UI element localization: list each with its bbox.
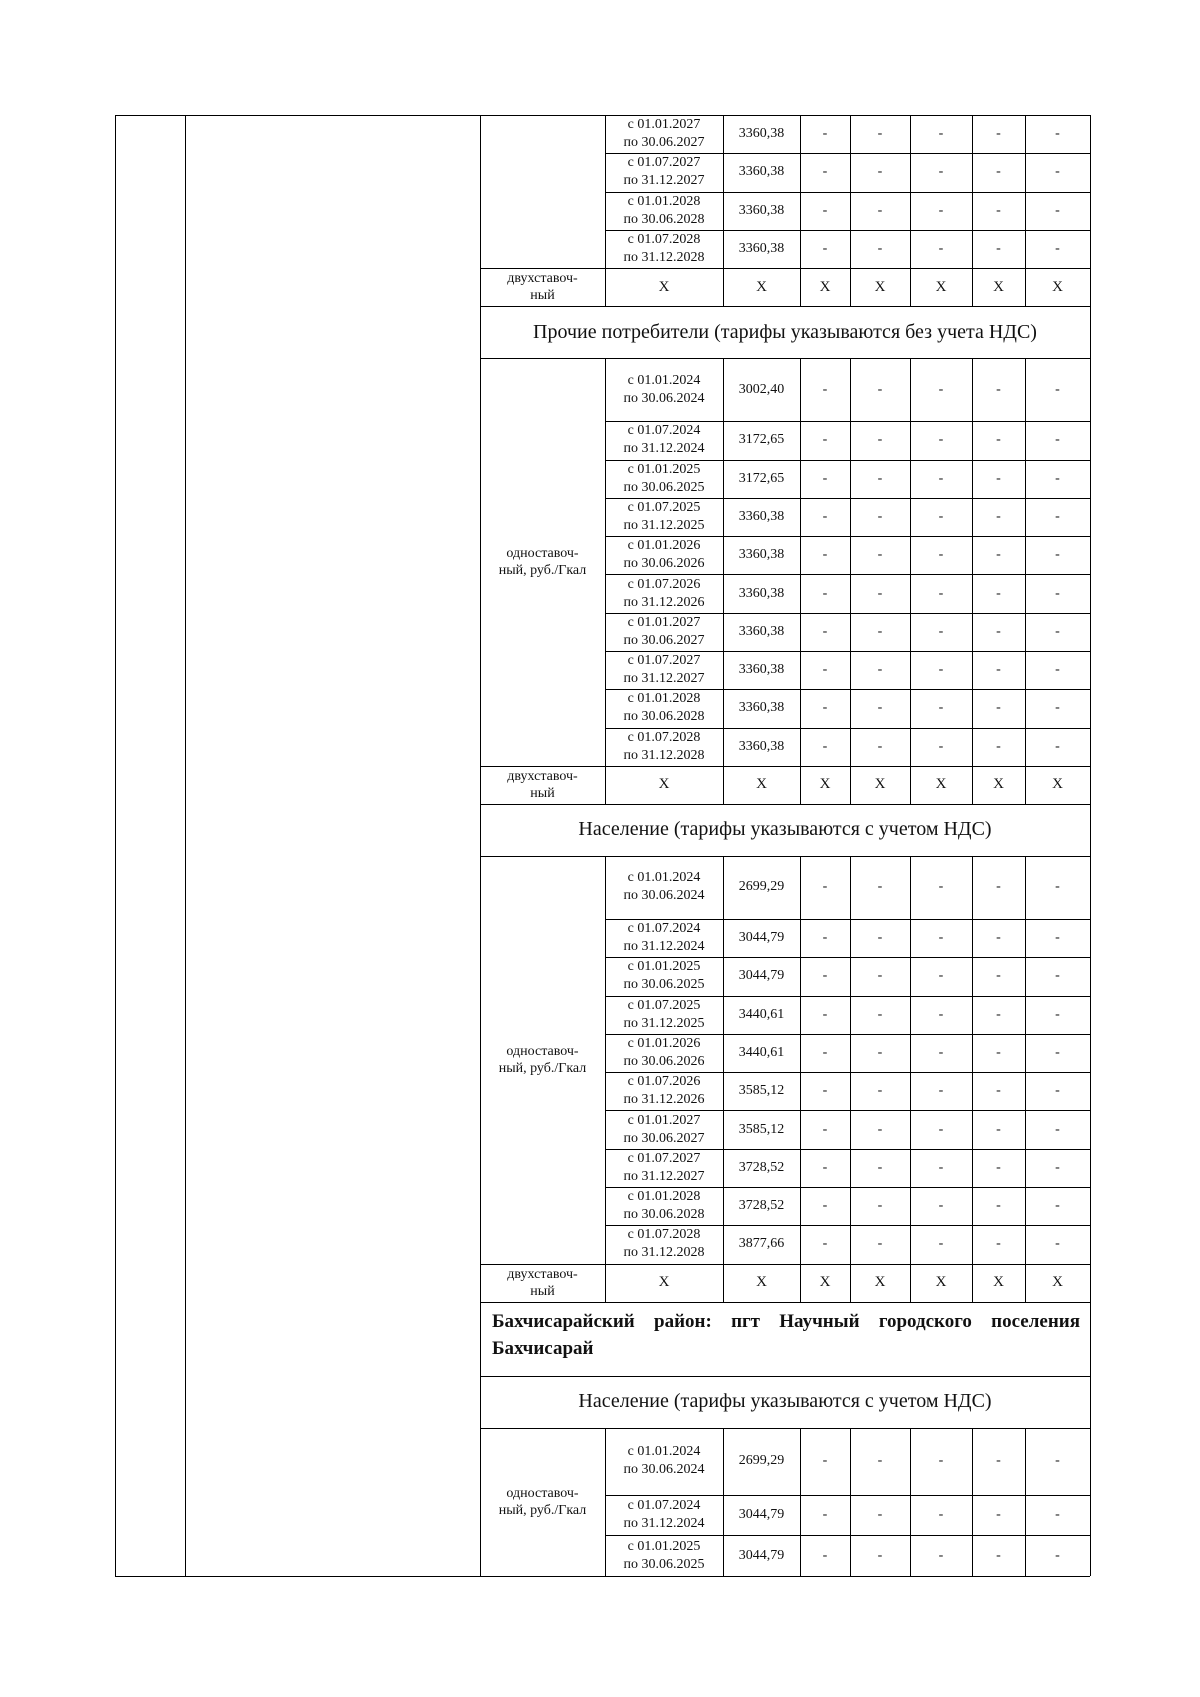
tariff-value: 3044,79 (738, 1547, 785, 1563)
tariff-value: 3044,79 (738, 930, 785, 946)
empty-cell-mark: - (877, 1159, 883, 1175)
empty-cell-mark: - (938, 930, 944, 946)
not-applicable-mark: X (874, 278, 886, 295)
empty-cell-mark: - (938, 662, 944, 678)
empty-cell-mark: - (1055, 1159, 1060, 1175)
table-rule (115, 1576, 1090, 1577)
tariff-value: 3360,38 (738, 508, 785, 524)
empty-cell-mark: - (822, 738, 828, 754)
empty-cell-mark: - (877, 1198, 883, 1214)
empty-cell-mark: - (1055, 700, 1060, 716)
empty-cell-mark: - (996, 700, 1001, 716)
empty-cell-mark: - (938, 164, 944, 180)
empty-cell-mark: - (938, 470, 944, 486)
table-rule (723, 1428, 724, 1576)
tariff-value: 3585,12 (738, 1121, 785, 1137)
empty-cell-mark: - (938, 126, 944, 142)
not-applicable-mark: X (993, 278, 1004, 295)
empty-cell-mark: - (822, 1453, 828, 1469)
empty-cell-mark: - (877, 930, 883, 946)
tariff-value: 3360,38 (738, 585, 785, 601)
not-applicable-mark: X (874, 1274, 886, 1291)
table-rule (800, 1428, 801, 1576)
empty-cell-mark: - (996, 1159, 1001, 1175)
table-rule (1025, 766, 1026, 804)
tariff-period: с 01.01.2025 по 30.06.2025 (623, 461, 705, 495)
not-applicable-mark: X (935, 278, 947, 295)
empty-cell-mark: - (822, 1506, 828, 1522)
empty-cell-mark: - (938, 1006, 944, 1022)
table-rule (972, 358, 973, 766)
empty-cell-mark: - (877, 879, 883, 895)
empty-cell-mark: - (822, 968, 828, 984)
table-rule (850, 766, 851, 804)
table-rule (850, 115, 851, 268)
empty-cell-mark: - (1055, 547, 1060, 563)
tariff-period: с 01.01.2025 по 30.06.2025 (623, 1538, 705, 1572)
consumer-group-heading: Прочие потребители (тарифы указываются без учета НДС) (533, 320, 1037, 343)
empty-cell-mark: - (938, 1044, 944, 1060)
empty-cell-mark: - (996, 1453, 1001, 1469)
table-rule (605, 1264, 606, 1302)
table-rule (605, 268, 606, 306)
empty-cell-mark: - (996, 1236, 1001, 1252)
empty-cell-mark: - (877, 547, 883, 563)
table-rule (910, 358, 911, 766)
tariff-value: 3728,52 (738, 1198, 785, 1214)
tariff-period: с 01.01.2028 по 30.06.2028 (623, 1189, 705, 1223)
empty-cell-mark: - (1055, 1198, 1060, 1214)
tariff-kind-label: одноставоч- ный, руб./Гкал (498, 1043, 587, 1076)
empty-cell-mark: - (1055, 202, 1060, 218)
empty-cell-mark: - (1055, 241, 1060, 257)
table-rule (972, 268, 973, 306)
empty-cell-mark: - (996, 1547, 1001, 1563)
empty-cell-mark: - (938, 700, 944, 716)
table-rule (115, 115, 116, 1576)
empty-cell-mark: - (996, 1198, 1001, 1214)
empty-cell-mark: - (822, 1083, 828, 1099)
not-applicable-mark: X (819, 776, 831, 793)
tariff-value: 3360,38 (738, 126, 785, 142)
empty-cell-mark: - (877, 1453, 883, 1469)
empty-cell-mark: - (996, 662, 1001, 678)
table-rule (800, 1264, 801, 1302)
empty-cell-mark: - (996, 623, 1001, 639)
table-rule (605, 856, 606, 1264)
empty-cell-mark: - (822, 1121, 828, 1137)
empty-cell-mark: - (938, 1547, 944, 1563)
table-rule (910, 856, 911, 1264)
table-rule (800, 856, 801, 1264)
tariff-period: с 01.01.2027 по 30.06.2027 (623, 1112, 705, 1146)
table-rule (1025, 115, 1026, 268)
empty-cell-mark: - (822, 241, 828, 257)
empty-cell-mark: - (822, 623, 828, 639)
table-rule (1025, 358, 1026, 766)
table-rule (800, 268, 801, 306)
table-rule (1025, 268, 1026, 306)
table-rule (972, 856, 973, 1264)
empty-cell-mark: - (938, 1506, 944, 1522)
tariff-period: с 01.01.2024 по 30.06.2024 (623, 372, 705, 406)
empty-cell-mark: - (877, 1083, 883, 1099)
tariff-value: 3360,38 (738, 623, 785, 639)
empty-cell-mark: - (996, 126, 1001, 142)
empty-cell-mark: - (996, 202, 1001, 218)
tariff-value: 3360,38 (738, 241, 785, 257)
empty-cell-mark: - (822, 662, 828, 678)
empty-cell-mark: - (996, 738, 1001, 754)
empty-cell-mark: - (938, 738, 944, 754)
tariff-value: 3002,40 (738, 381, 785, 397)
table-rule (972, 1264, 973, 1302)
not-applicable-mark: X (935, 1274, 947, 1291)
empty-cell-mark: - (1055, 585, 1060, 601)
empty-cell-mark: - (877, 1044, 883, 1060)
tariff-value: 2699,29 (738, 1453, 785, 1469)
empty-cell-mark: - (822, 930, 828, 946)
empty-cell-mark: - (822, 1198, 828, 1214)
empty-cell-mark: - (1055, 623, 1060, 639)
empty-cell-mark: - (1055, 662, 1060, 678)
empty-cell-mark: - (938, 879, 944, 895)
empty-cell-mark: - (938, 241, 944, 257)
not-applicable-mark: X (993, 776, 1004, 793)
empty-cell-mark: - (938, 1121, 944, 1137)
tariff-value: 3585,12 (738, 1083, 785, 1099)
tariff-period: с 01.07.2028 по 31.12.2028 (623, 232, 705, 266)
tariff-value: 3044,79 (738, 968, 785, 984)
empty-cell-mark: - (996, 164, 1001, 180)
empty-cell-mark: - (938, 1159, 944, 1175)
tariff-kind-label: двухставоч- ный (507, 768, 578, 801)
not-applicable-mark: X (658, 1274, 670, 1291)
tariff-period: с 01.07.2025 по 31.12.2025 (623, 499, 705, 533)
empty-cell-mark: - (996, 432, 1001, 448)
not-applicable-mark: X (1052, 776, 1063, 793)
empty-cell-mark: - (1055, 381, 1060, 397)
empty-cell-mark: - (877, 508, 883, 524)
empty-cell-mark: - (877, 470, 883, 486)
empty-cell-mark: - (1055, 968, 1060, 984)
tariff-value: 3440,61 (738, 1006, 785, 1022)
table-rule (800, 766, 801, 804)
not-applicable-mark: X (1052, 278, 1063, 295)
table-rule (185, 115, 186, 1576)
consumer-group-heading: Население (тарифы указываются с учетом НДС) (578, 1390, 992, 1413)
table-rule (723, 268, 724, 306)
tariff-period: с 01.01.2026 по 30.06.2026 (623, 1035, 705, 1069)
empty-cell-mark: - (1055, 1006, 1060, 1022)
empty-cell-mark: - (1055, 1236, 1060, 1252)
empty-cell-mark: - (877, 1547, 883, 1563)
empty-cell-mark: - (996, 879, 1001, 895)
empty-cell-mark: - (1055, 432, 1060, 448)
tariff-period: с 01.07.2024 по 31.12.2024 (623, 423, 705, 457)
empty-cell-mark: - (938, 381, 944, 397)
empty-cell-mark: - (822, 508, 828, 524)
tariff-value: 3360,38 (738, 738, 785, 754)
empty-cell-mark: - (1055, 1044, 1060, 1060)
empty-cell-mark: - (822, 547, 828, 563)
empty-cell-mark: - (822, 164, 828, 180)
empty-cell-mark: - (822, 126, 828, 142)
empty-cell-mark: - (938, 202, 944, 218)
table-rule (910, 115, 911, 268)
empty-cell-mark: - (877, 202, 883, 218)
empty-cell-mark: - (938, 1453, 944, 1469)
table-rule (972, 766, 973, 804)
empty-cell-mark: - (877, 1506, 883, 1522)
empty-cell-mark: - (1055, 164, 1060, 180)
tariff-value: 3360,38 (738, 547, 785, 563)
empty-cell-mark: - (822, 700, 828, 716)
tariff-period: с 01.07.2028 по 31.12.2028 (623, 729, 705, 763)
empty-cell-mark: - (938, 547, 944, 563)
consumer-group-heading: Население (тарифы указываются с учетом НДС) (578, 818, 992, 841)
empty-cell-mark: - (1055, 1121, 1060, 1137)
empty-cell-mark: - (996, 241, 1001, 257)
empty-cell-mark: - (938, 1198, 944, 1214)
empty-cell-mark: - (1055, 879, 1060, 895)
empty-cell-mark: - (1055, 508, 1060, 524)
empty-cell-mark: - (822, 1547, 828, 1563)
table-rule (850, 1428, 851, 1576)
empty-cell-mark: - (822, 470, 828, 486)
tariff-value: 3728,52 (738, 1159, 785, 1175)
empty-cell-mark: - (938, 508, 944, 524)
tariff-value: 3360,38 (738, 700, 785, 716)
empty-cell-mark: - (877, 381, 883, 397)
empty-cell-mark: - (938, 968, 944, 984)
table-rule (1025, 1264, 1026, 1302)
tariff-value: 3360,38 (738, 662, 785, 678)
table-rule (800, 115, 801, 268)
tariff-period: с 01.01.2028 по 30.06.2028 (623, 193, 705, 227)
empty-cell-mark: - (1055, 1453, 1060, 1469)
empty-cell-mark: - (996, 930, 1001, 946)
empty-cell-mark: - (1055, 930, 1060, 946)
empty-cell-mark: - (996, 1506, 1001, 1522)
not-applicable-mark: X (1052, 1274, 1063, 1291)
tariff-value: 3877,66 (738, 1236, 785, 1252)
tariff-kind-label: одноставоч- ный, руб./Гкал (498, 1485, 587, 1518)
table-rule (723, 766, 724, 804)
table-rule (850, 1264, 851, 1302)
empty-cell-mark: - (822, 585, 828, 601)
empty-cell-mark: - (1055, 1083, 1060, 1099)
tariff-period: с 01.01.2027 по 30.06.2027 (623, 117, 705, 151)
tariff-value: 3044,79 (738, 1506, 785, 1522)
empty-cell-mark: - (877, 1006, 883, 1022)
tariff-value: 2699,29 (738, 879, 785, 895)
empty-cell-mark: - (938, 1083, 944, 1099)
empty-cell-mark: - (996, 508, 1001, 524)
tariff-period: с 01.07.2027 по 31.12.2027 (623, 1150, 705, 1184)
table-rule (910, 1428, 911, 1576)
empty-cell-mark: - (877, 968, 883, 984)
table-rule (850, 856, 851, 1264)
empty-cell-mark: - (822, 1006, 828, 1022)
not-applicable-mark: X (756, 1274, 767, 1291)
tariff-value: 3360,38 (738, 164, 785, 180)
empty-cell-mark: - (938, 432, 944, 448)
empty-cell-mark: - (996, 968, 1001, 984)
empty-cell-mark: - (1055, 1547, 1060, 1563)
empty-cell-mark: - (1055, 738, 1060, 754)
table-rule (850, 358, 851, 766)
empty-cell-mark: - (877, 1236, 883, 1252)
tariff-period: с 01.07.2024 по 31.12.2024 (623, 1497, 705, 1531)
region-heading: Бахчисарайский район: пгт Научный городского поселения Бахчисарай (492, 1310, 1080, 1359)
not-applicable-mark: X (874, 776, 886, 793)
empty-cell-mark: - (996, 1083, 1001, 1099)
tariff-value: 3172,65 (738, 470, 785, 486)
table-rule (800, 358, 801, 766)
empty-cell-mark: - (877, 1121, 883, 1137)
table-rule (723, 856, 724, 1264)
tariff-period: с 01.01.2028 по 30.06.2028 (623, 691, 705, 725)
tariff-kind-label: двухставоч- ный (507, 271, 578, 304)
tariff-period: с 01.07.2026 по 31.12.2026 (623, 1074, 705, 1108)
empty-cell-mark: - (996, 470, 1001, 486)
tariff-period: с 01.07.2026 по 31.12.2026 (623, 576, 705, 610)
table-rule (910, 766, 911, 804)
table-rule (972, 115, 973, 268)
table-rule (1025, 856, 1026, 1264)
tariff-value: 3172,65 (738, 432, 785, 448)
not-applicable-mark: X (993, 1274, 1004, 1291)
table-rule (723, 358, 724, 766)
empty-cell-mark: - (996, 381, 1001, 397)
tariff-period: с 01.01.2025 по 30.06.2025 (623, 959, 705, 993)
table-rule (910, 268, 911, 306)
empty-cell-mark: - (822, 381, 828, 397)
empty-cell-mark: - (1055, 1506, 1060, 1522)
tariff-kind-label: двухставоч- ный (507, 1266, 578, 1299)
empty-cell-mark: - (822, 1044, 828, 1060)
table-rule (972, 1428, 973, 1576)
empty-cell-mark: - (877, 700, 883, 716)
empty-cell-mark: - (822, 1236, 828, 1252)
empty-cell-mark: - (938, 1236, 944, 1252)
table-rule (910, 1264, 911, 1302)
empty-cell-mark: - (877, 241, 883, 257)
empty-cell-mark: - (1055, 470, 1060, 486)
empty-cell-mark: - (938, 585, 944, 601)
empty-cell-mark: - (938, 623, 944, 639)
empty-cell-mark: - (996, 1044, 1001, 1060)
not-applicable-mark: X (658, 776, 670, 793)
empty-cell-mark: - (877, 623, 883, 639)
not-applicable-mark: X (935, 776, 947, 793)
not-applicable-mark: X (658, 278, 670, 295)
tariff-period: с 01.01.2024 по 30.06.2024 (623, 870, 705, 904)
empty-cell-mark: - (1055, 126, 1060, 142)
empty-cell-mark: - (877, 164, 883, 180)
table-rule (605, 766, 606, 804)
empty-cell-mark: - (822, 432, 828, 448)
empty-cell-mark: - (877, 738, 883, 754)
tariff-period: с 01.07.2027 по 31.12.2027 (623, 653, 705, 687)
not-applicable-mark: X (756, 278, 767, 295)
empty-cell-mark: - (822, 1159, 828, 1175)
not-applicable-mark: X (819, 278, 831, 295)
tariff-period: с 01.07.2025 по 31.12.2025 (623, 997, 705, 1031)
tariff-period: с 01.07.2027 по 31.12.2027 (623, 155, 705, 189)
empty-cell-mark: - (877, 585, 883, 601)
empty-cell-mark: - (877, 662, 883, 678)
tariff-period: с 01.07.2028 по 31.12.2028 (623, 1227, 705, 1261)
tariff-value: 3440,61 (738, 1044, 785, 1060)
empty-cell-mark: - (877, 432, 883, 448)
tariff-period: с 01.07.2024 по 31.12.2024 (623, 921, 705, 955)
not-applicable-mark: X (819, 1274, 831, 1291)
empty-cell-mark: - (877, 126, 883, 142)
table-rule (605, 115, 606, 268)
empty-cell-mark: - (822, 879, 828, 895)
table-rule (723, 1264, 724, 1302)
empty-cell-mark: - (996, 1006, 1001, 1022)
empty-cell-mark: - (996, 1121, 1001, 1137)
tariff-kind-label: одноставоч- ный, руб./Гкал (498, 546, 587, 579)
table-rule (1025, 1428, 1026, 1576)
table-rule (850, 268, 851, 306)
tariff-period: с 01.01.2024 по 30.06.2024 (623, 1444, 705, 1478)
tariff-period: с 01.01.2026 по 30.06.2026 (623, 538, 705, 572)
table-rule (723, 115, 724, 268)
empty-cell-mark: - (822, 202, 828, 218)
table-rule (1090, 115, 1091, 1576)
tariff-period: с 01.01.2027 по 30.06.2027 (623, 614, 705, 648)
table-rule (605, 1428, 606, 1576)
table-rule (605, 358, 606, 766)
empty-cell-mark: - (996, 585, 1001, 601)
tariff-value: 3360,38 (738, 202, 785, 218)
empty-cell-mark: - (996, 547, 1001, 563)
not-applicable-mark: X (756, 776, 767, 793)
